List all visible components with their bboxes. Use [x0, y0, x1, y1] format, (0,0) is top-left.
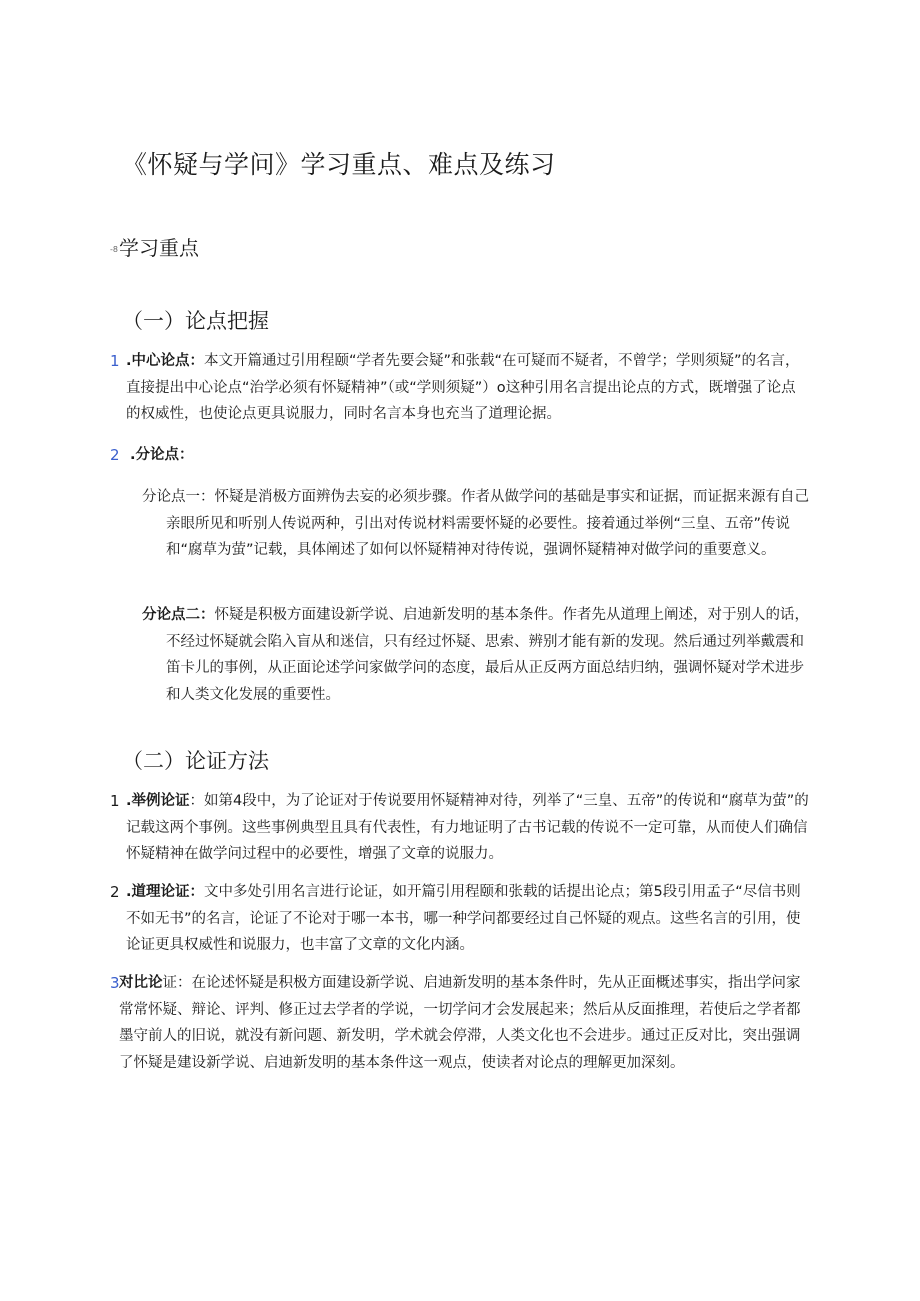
item-label: .分论点：	[130, 447, 194, 463]
item-number: 2	[110, 883, 120, 901]
item-label: 对比论	[119, 975, 163, 991]
reasoning-argument-item	[110, 879, 810, 959]
item-text: 文中多处引用名言进行论证，如开篇引用程颐和张载的话提出论点；第5段引用孟子“尽信书则不如无书”的名言，论证了不论对于哪一本书，哪一种学问都要经过自己怀疑的观点。这些名言的引用，使论证更具权威性和说服力，也丰富了文章的文化内涵。	[126, 884, 801, 953]
item-label: .举例论证	[126, 793, 190, 809]
section-heading-text: 学习重点	[118, 236, 199, 260]
part2-heading: （二）论证方法	[122, 749, 269, 773]
section-heading-key-points	[110, 232, 199, 261]
sub-arguments-item	[110, 442, 810, 469]
example-argument-item	[110, 788, 810, 868]
item-number: 1	[110, 792, 120, 810]
item-number: 2	[110, 446, 120, 464]
sub-argument-one	[142, 484, 812, 564]
sub-argument-label: 分论点二：	[142, 607, 215, 623]
part1-heading: （一）论点把握	[122, 309, 269, 333]
contrast-argument-item	[110, 970, 810, 1076]
item-label-tail: 证	[162, 975, 177, 991]
section-prefix: -8	[110, 245, 118, 254]
item-label: .中心论点：	[126, 353, 205, 369]
sub-argument-two	[142, 602, 812, 708]
document-title: 《怀疑与学问》学习重点、难点及练习	[122, 150, 556, 179]
item-text: 本文开篇通过引用程颐“学者先要会疑”和张载“在可疑而不疑者，不曾学；学则须疑”的名言，直接提出中心论点“治学必须有怀疑精神”（或“学则须疑”）o这种引用名言提出论点的方式，既增强了论点的权威性，也使论点更具说服力，同时名言本身也充当了道理论据。	[126, 353, 800, 422]
item-label: .道理论证：	[126, 884, 205, 900]
item-text: ：如第4段中，为了论证对于传说要用怀疑精神对待，列举了“三皇、五帝”的传说和“腐草为萤”的记载这两个事例。这些事例典型且具有代表性，有力地证明了古书记载的传说不一定可靠，从而使人们确信怀疑精神在做学问过程中的必要性，增强了文章的说服力。	[126, 793, 809, 862]
item-text: ：在论述怀疑是积极方面建设新学说、启迪新发明的基本条件时，先从正面概述事实，指出学问家常常怀疑、辩论、评判、修正过去学者的学说，一切学问才会发展起来；然后从反面推理，若使后之学者都墨守前人的旧说，就没有新问题、新发明，学术就会停滞，人类文化也不会进步。通过正反对比，突出强调了怀疑是建设新学说、启迪新发明的基本条件这一观点，使读者对论点的理解更加深刻。	[119, 975, 801, 1071]
sub-argument-label: 分论点一：	[142, 489, 215, 505]
item-number: 3	[110, 974, 120, 992]
central-argument-item	[110, 348, 810, 428]
item-number: 1	[110, 352, 120, 370]
sub-argument-text: 怀疑是积极方面建设新学说、启迪新发明的基本条件。作者先从道理上阐述，对于别人的话，不经过怀疑就会陷入盲从和迷信，只有经过怀疑、思索、辨别才能有新的发现。然后通过列举戴震和笛卡儿的事例，从正面论述学问家做学问的态度，最后从正反两方面总结归纳，强调怀疑对学术进步和人类文化发展的重要性。	[166, 607, 809, 703]
sub-argument-text: 怀疑是消极方面辨伪去妄的必须步骤。作者从做学问的基础是事实和证据，而证据来源有自己亲眼所见和听别人传说两种，引出对传说材料需要怀疑的必要性。接着通过举例“三皇、五帝”传说和“腐草为萤”记载，具体阐述了如何以怀疑精神对待传说，强调怀疑精神对做学问的重要意义。	[166, 489, 809, 558]
